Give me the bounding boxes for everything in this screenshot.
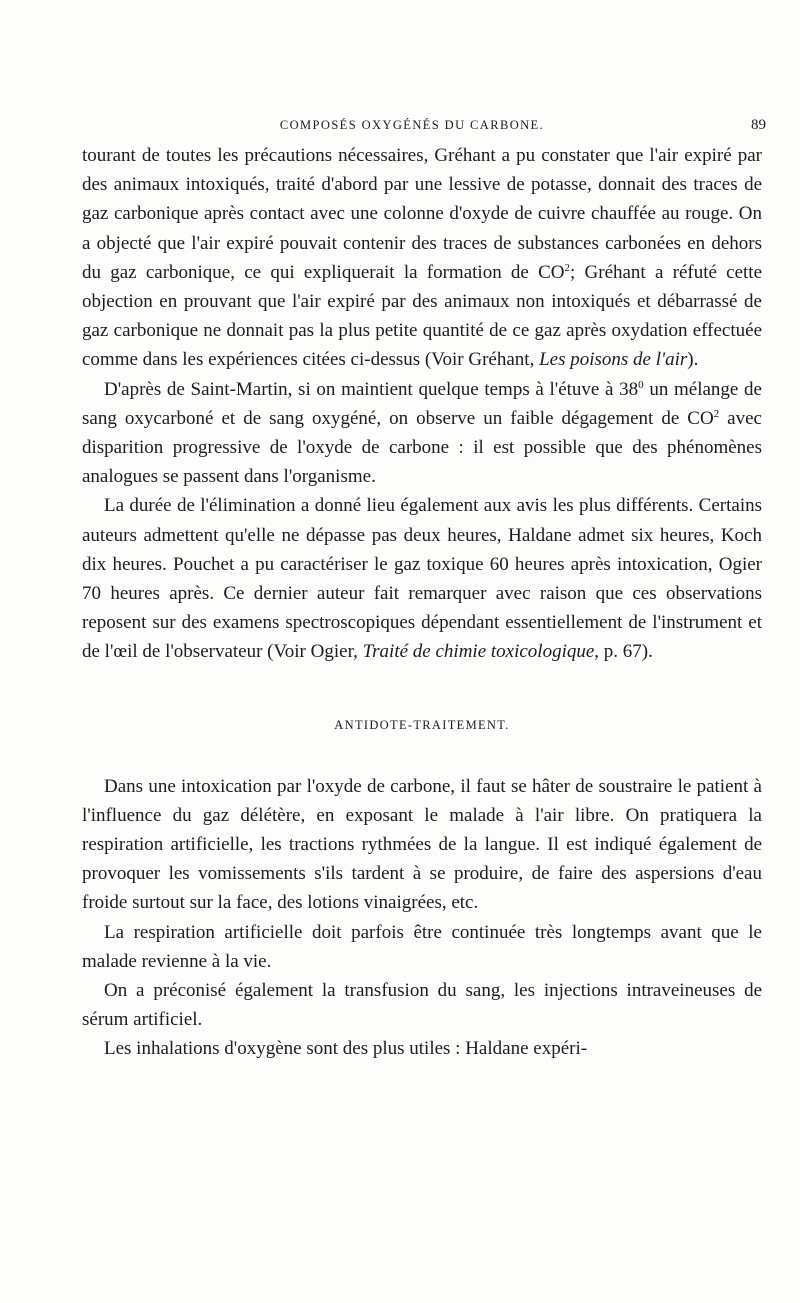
paragraph-saint-martin [82, 375, 762, 492]
book-title: Traité de chimie toxicologique [362, 641, 595, 663]
superscript: 2 [713, 407, 720, 420]
superscript: 2 [564, 261, 570, 274]
text-run: un mélange de sang oxycarboné et de sang oxygéné, on observe un faible dégagement de CO [82, 378, 762, 429]
paragraph-oxygen-inhalation: Les inhalations d'oxygène sont des plus utiles : Haldane expéri- [104, 1038, 588, 1060]
page-number: 89 [751, 117, 766, 133]
paragraph-intoxication: Dans une intoxication par l'oxyde de carbone, il faut se hâter de soustraire le patient à l'influence du gaz délétère, en exposant le malade à l'air libre. On pratiquera la respiration artificielle, les tractions rythmées de la langue. Il est indiqué également de provoquer les vomissements s'ils tardent à se produire, de faire des aspersions d'eau froide surtout sur la face, des lotions vinaigrées, etc. [82, 775, 762, 914]
section-heading: ANTIDOTE-TRAITEMENT. [334, 717, 510, 732]
text-run: ; Gréhant a réfuté cette objection en prouvant que l'air expiré par des animaux non intoxiqués et débarrassé de gaz carbonique ne donnait pas la plus petite quantité de ce gaz après oxydation effectuée comme dans les expériences citées ci-dessus (Voir Gréhant, [82, 261, 763, 371]
text-run: , p. 67). [594, 641, 653, 663]
text-run: La durée de l'élimination a donné lieu également aux avis les plus différents. Certains auteurs admettent qu'elle ne dépasse pas deux heures, Haldane admet six heures, Koch dix heures. Pouchet a pu caractériser le gaz toxique 60 heures après intoxication, Ogier 70 heures après. Ce dernier auteur fait remarquer avec raison que ces observations reposent sur des examens spectroscopiques dépendant essentiellement de l'instrument et de l'œil de l'observateur (Voir Ogier, [82, 495, 762, 663]
paragraph-elimination [82, 491, 762, 666]
running-title: COMPOSÉS OXYGÉNÉS DU CARBONE. [279, 118, 545, 132]
text-run: tourant de toutes les précautions nécessaires, Gréhant a pu constater que l'air expiré par des animaux intoxiqués, traité d'abord par une lessive de potasse, donnait des traces de gaz carbonique après contact avec une colonne d'oxyde de cuivre chauffée au rouge. On a objecté que l'air expiré pouvait contenir des traces de substances carbonées en dehors du gaz carbonique, ce qui expliquerait la formation de CO [82, 145, 762, 283]
body-text [82, 141, 762, 1064]
paragraph-continuation [82, 141, 762, 375]
text-run: avec disparition progressive de l'oxyde de carbone : il est possible que des phénomènes analogues se passent dans l'organisme. [82, 407, 762, 488]
text-run: D'après de Saint-Martin, si on maintient quelque temps à l'étuve à 38 [104, 378, 639, 400]
text-run: ). [687, 349, 699, 371]
superscript: 0 [638, 378, 644, 391]
paragraph-transfusion: On a préconisé également la transfusion du sang, les injections intraveineuses de sérum artificiel. [82, 980, 762, 1031]
running-header [82, 117, 766, 140]
paragraph-artificial-respiration: La respiration artificielle doit parfois être continuée très longtemps avant que le malade revienne à la vie. [82, 921, 762, 972]
book-title: Les poisons de l'air [539, 349, 688, 371]
